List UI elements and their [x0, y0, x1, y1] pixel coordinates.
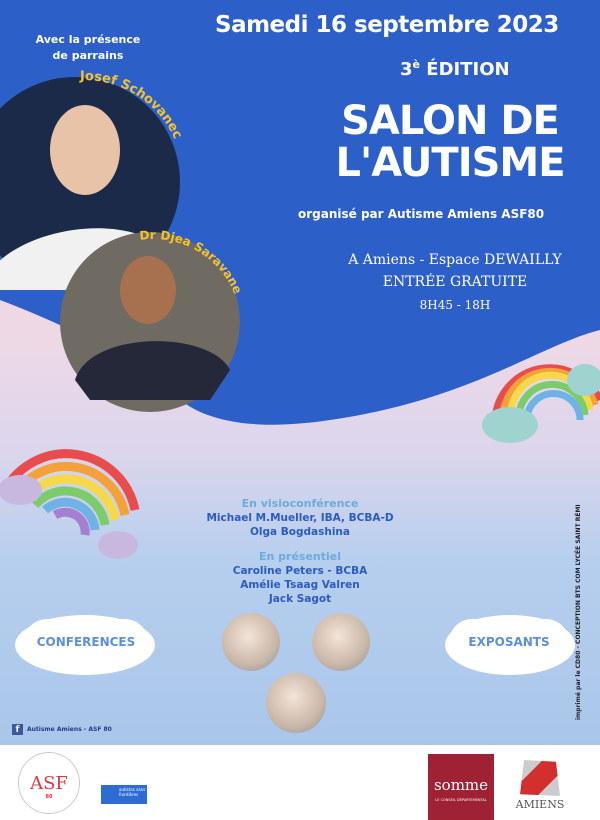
- facebook-icon: f: [12, 724, 23, 735]
- photo-children-1: [222, 613, 280, 671]
- title-line1: SALON DE: [341, 98, 559, 144]
- edition-number: 3: [400, 59, 413, 80]
- autistes-sans-frontieres-logo: autistes sans frontières: [101, 785, 147, 804]
- amiens-text: AMIENS: [515, 798, 565, 811]
- speaker: Michael M.Mueller, IBA, BCBA-D: [206, 512, 394, 524]
- entry-fee: ENTRÉE GRATUITE: [382, 274, 528, 290]
- amiens-logo: [512, 760, 568, 811]
- sponsors-line1: Avec la présence: [35, 33, 141, 46]
- footer-logos: [0, 745, 600, 820]
- sponsor-name-1: Josef Schovanec: [79, 68, 185, 142]
- speaker: Olga Bogdashina: [249, 526, 350, 538]
- location: A Amiens - Espace DEWAILLY: [348, 252, 562, 268]
- imprint-credit: imprimé par le CD80 - CONCEPTION BTS COM LYCÉE SAINT RÉMI: [575, 504, 582, 720]
- sponsors-line2: de parrains: [52, 49, 124, 62]
- asf-logo: [18, 752, 80, 814]
- asf-text: ASF: [30, 773, 68, 794]
- speakers-presentiel: [150, 550, 450, 606]
- facebook-label: Autisme Amiens - ASF 80: [27, 726, 112, 733]
- conferences-label: CONFERENCES: [30, 625, 142, 659]
- exposants-label: EXPOSANTS: [455, 625, 563, 659]
- speakers-visio: [150, 497, 450, 539]
- somme-text: somme: [433, 776, 489, 794]
- edition-label: ÉDITION: [426, 59, 510, 80]
- photo-children-3: [266, 673, 326, 733]
- opening-hours: 8H45 - 18H: [419, 298, 491, 312]
- event-date: Samedi 16 septembre 2023: [215, 12, 559, 38]
- sponsors-intro: [18, 32, 158, 64]
- speaker: Jack Sagot: [268, 593, 332, 605]
- organizer: organisé par Autisme Amiens ASF80: [298, 207, 545, 221]
- facebook-link[interactable]: [12, 724, 112, 735]
- edition-suffix: è: [412, 58, 420, 71]
- somme-subtext: LE CONSEIL DÉPARTEMENTAL: [435, 798, 487, 802]
- photo-children-2: [312, 613, 370, 671]
- speaker: Amélie Tsaag Valren: [240, 579, 360, 591]
- speaker: Caroline Peters - BCBA: [232, 565, 368, 577]
- sponsor-name-2: Dr Djea Saravane: [138, 228, 245, 296]
- edition: [400, 58, 510, 80]
- presentiel-heading: En présentiel: [258, 550, 342, 563]
- asf-number: 80: [45, 794, 53, 800]
- somme-logo: [428, 754, 494, 820]
- visio-heading: En visioconférence: [241, 497, 359, 510]
- amiens-emblem-icon: [520, 760, 560, 796]
- event-title: [300, 100, 600, 184]
- title-line2: L'AUTISME: [335, 140, 565, 186]
